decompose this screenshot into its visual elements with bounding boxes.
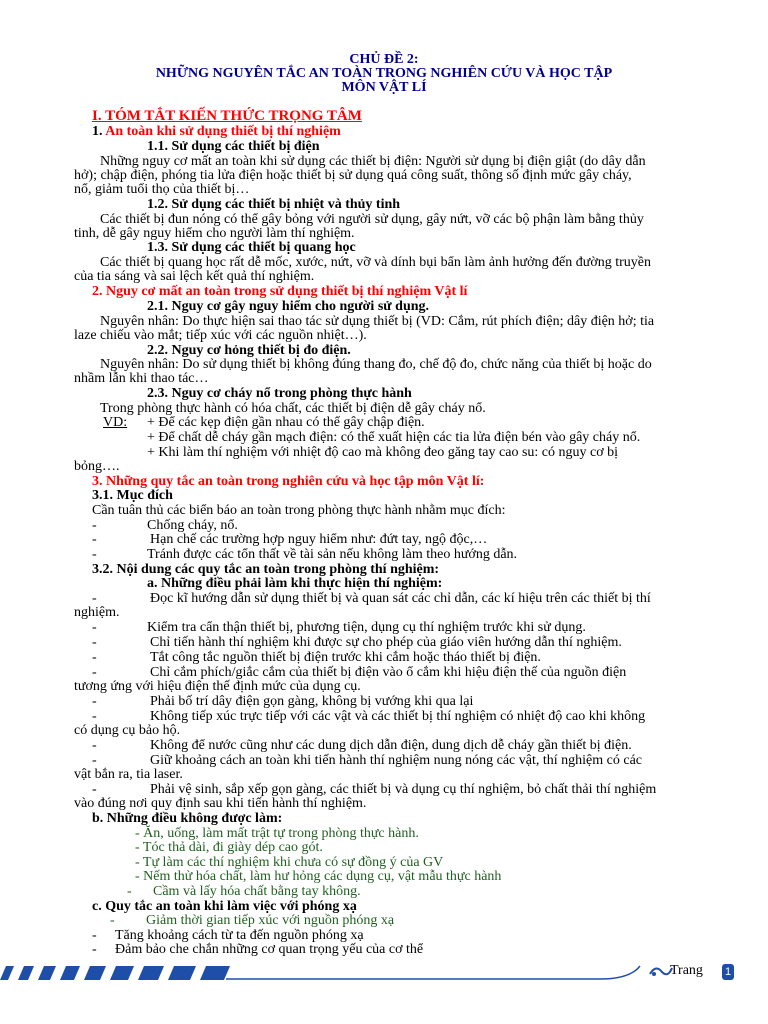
heading-3-2-c: c. Quy tắc an toàn khi làm việc với phóng xạ [92, 899, 357, 914]
heading-2-1: 2.1. Nguy cơ gây nguy hiểm cho người sử dụng. [147, 299, 430, 314]
example-item: + Khi làm thí nghiệm với nhiệt độ cao mà không đeo găng tay cao su: có nguy cơ bị [147, 445, 618, 460]
bullet-dash: - [92, 620, 97, 635]
bullet-item: Chỉ tiến hành thí nghiệm khi được sự cho phép của giáo viên hướng dẫn thí nghiệm. [150, 635, 622, 650]
bullet-item: Đọc kĩ hướng dẫn sử dụng thiết bị và quan sát các chỉ dẫn, các kí hiệu trên các thiết bị thí [150, 591, 651, 606]
dont-item: - Tóc thả dài, đi giày dép cao gót. [135, 840, 323, 855]
heading-3-1: 3.1. Mục đích [92, 488, 173, 503]
page-number-badge: 1 [722, 964, 734, 980]
paragraph-line: Các thiết bị quang học rất dễ mốc, xước, nứt, vỡ và dính bụi bẩn làm ảnh hưởng đến đường truyền [100, 255, 652, 270]
bullet-dash: - [92, 753, 97, 768]
dont-item: - Ăn, uống, làm mất trật tự trong phòng thực hành. [135, 826, 419, 841]
paragraph-line: Các thiết bị đun nóng có thể gây bỏng với người sử dụng, gây nứt, vỡ các bộ phận làm bằng thủy [100, 212, 644, 227]
paragraph-line: bỏng…. [74, 459, 120, 474]
bullet-dash: - [92, 942, 97, 957]
bullet-item: Không để nước cũng như các dung dịch dẫn điện, dung dịch dễ cháy gần thiết bị điện. [150, 738, 632, 753]
bullet-item: Tránh được các tổn thất về tài sản nếu không làm theo hướng dẫn. [147, 547, 518, 562]
heading-2-3: 2.3. Nguy cơ cháy nổ trong phòng thực hành [147, 386, 412, 401]
paragraph-line: nổ, giảm tuổi thọ của thiết bị… [74, 182, 250, 197]
bullet-dash: - [92, 694, 97, 709]
paragraph-line: Những nguy cơ mất an toàn khi sử dụng các thiết bị điện: Người sử dụng bị điện giật (do dây dẫn [100, 154, 646, 169]
section-heading-2: 2. Nguy cơ mất an toàn trong sử dụng thiết bị thí nghiệm Vật lí [92, 284, 468, 299]
bullet-dash: - [92, 532, 97, 547]
example-item: + Để chất dễ cháy gần mạch điện: có thể xuất hiện các tia lửa điện bén vào gây cháy nổ. [147, 430, 641, 445]
radiation-item: Tăng khoảng cách từ ta đến nguồn phóng xạ [115, 928, 364, 943]
heading-3-2-b: b. Những điều không được làm: [92, 811, 283, 826]
paragraph-line: tinh, dễ gây nguy hiểm cho người làm thí nghiệm. [74, 226, 355, 241]
dont-item: Cầm và lấy hóa chất bằng tay không. [153, 884, 361, 899]
subsection-heading-1: An toàn khi sử dụng thiết bị thí nghiệm [105, 124, 341, 139]
section-heading-1: I. TÓM TẮT KIẾN THỨC TRỌNG TÂM [92, 108, 362, 124]
bullet-item: Phải bố trí dây điện gọn gàng, không bị vướng khi qua lại [150, 694, 474, 709]
bullet-item: Hạn chế các trường hợp nguy hiểm như: đứt tay, ngộ độc,… [150, 532, 488, 547]
heading-1-3: 1.3. Sử dụng các thiết bị quang học [147, 240, 356, 255]
paragraph-line: Trong phòng thực hành có hóa chất, các thiết bị điện dễ gây cháy nổ. [100, 401, 486, 416]
heading-1-1: 1.1. Sử dụng các thiết bị điện [147, 139, 320, 154]
paragraph-line: vật bắn ra, tia laser. [74, 767, 183, 782]
paragraph-line: của tia sáng và sai lệch kết quả thí nghiệm. [74, 269, 315, 284]
paragraph-line: tương ứng với hiệu điện thế định mức của dụng cụ. [74, 679, 361, 694]
paragraph-line: nghiệm. [74, 605, 120, 620]
subsection-number: 1. An toàn khi sử dụng thiết bị thí nghiệm [92, 124, 341, 139]
bullet-dash: - [92, 782, 97, 797]
bullet-dash: - [92, 928, 97, 943]
bullet-dash: - [92, 518, 97, 533]
section-heading-3: 3. Những quy tắc an toàn trong nghiên cứu và học tập môn Vật lí: [92, 474, 485, 489]
paragraph-line: vào đúng nơi quy định sau khi tiến hành thí nghiệm. [74, 796, 367, 811]
paragraph-line: nhầm lẫn khi thao tác… [74, 371, 209, 386]
bullet-item: Chỉ cắm phích/giắc cắm của thiết bị điện vào ổ cắm khi hiệu điện thế của nguồn điện [150, 665, 627, 680]
dont-item: - Nếm thử hóa chất, làm hư hỏng các dụng cụ, vật mẫu thực hành [135, 869, 502, 884]
paragraph-line: có dụng cụ bảo hộ. [74, 723, 181, 738]
bullet-dash: - [92, 650, 97, 665]
page-label: Trang [670, 963, 703, 978]
heading-3-2: 3.2. Nội dung các quy tắc an toàn trong phòng thí nghiệm: [92, 562, 440, 577]
bullet-dash: - [127, 884, 132, 899]
bullet-item: Không tiếp xúc trực tiếp với các vật và các thiết bị thí nghiệm có nhiệt độ cao khi không [150, 709, 646, 724]
bullet-item: Kiểm tra cẩn thận thiết bị, phương tiện, dụng cụ thí nghiệm trước khi sử dụng. [147, 620, 586, 635]
bullet-item: Phải vệ sinh, sắp xếp gọn gàng, các thiết bị và dụng cụ thí nghiệm, bỏ chất thải thí nghiệm [150, 782, 657, 797]
paragraph-line: hở); chập điện, phóng tia lửa điện hoặc thiết bị sử dụng quá công suất, thông số định mức gây cháy, [74, 168, 632, 183]
heading-3-2-a: a. Những điều phải làm khi thực hiện thí nghiệm: [147, 576, 443, 591]
example-item: + Để các kẹp điện gần nhau có thể gây chập điện. [147, 415, 425, 430]
paragraph-line: Cần tuân thủ các biển báo an toàn trong phòng thực hành nhằm mục đích: [92, 503, 506, 518]
heading-1-2: 1.2. Sử dụng các thiết bị nhiệt và thủy tinh [147, 197, 401, 212]
paragraph-line: Nguyên nhân: Do sử dụng thiết bị không đúng thang đo, chế độ đo, chức năng của thiết bị hoặc do [100, 357, 652, 372]
bullet-dash: - [110, 913, 115, 928]
topic-heading: CHỦ ĐỀ 2: [349, 52, 419, 67]
heading-2-2: 2.2. Nguy cơ hỏng thiết bị đo điện. [147, 343, 351, 358]
radiation-item: Giảm thời gian tiếp xúc với nguồn phóng xạ [146, 913, 395, 928]
bullet-dash: - [92, 591, 97, 606]
main-title-line1: NHỮNG NGUYÊN TẮC AN TOÀN TRONG NGHIÊN CỨU VÀ HỌC TẬP [155, 66, 613, 81]
dont-item: - Tự làm các thí nghiệm khi chưa có sự đồng ý của GV [135, 855, 444, 870]
bullet-dash: - [92, 547, 97, 562]
paragraph-line: laze chiếu vào mắt; tiếp xúc với các nguồn nhiệt…). [74, 328, 367, 343]
paragraph-line: Nguyên nhân: Do thực hiện sai thao tác sử dụng thiết bị (VD: Cắm, rút phích điện; dây điện hở; tia [100, 314, 655, 329]
bullet-item: Chống cháy, nổ. [147, 518, 238, 533]
main-title-line2: MÔN VẬT LÍ [341, 80, 427, 95]
example-label: VD: [103, 415, 128, 430]
bullet-dash: - [92, 709, 97, 724]
radiation-item: Đảm bảo che chắn những cơ quan trọng yếu của cơ thể [115, 942, 424, 957]
bullet-item: Tắt công tắc nguồn thiết bị điện trước khi cắm hoặc tháo thiết bị điện. [150, 650, 541, 665]
bullet-item: Giữ khoảng cách an toàn khi tiến hành thí nghiệm nung nóng các vật, thí nghiệm có các [150, 753, 643, 768]
bullet-dash: - [92, 665, 97, 680]
bullet-dash: - [92, 635, 97, 650]
bullet-dash: - [92, 738, 97, 753]
